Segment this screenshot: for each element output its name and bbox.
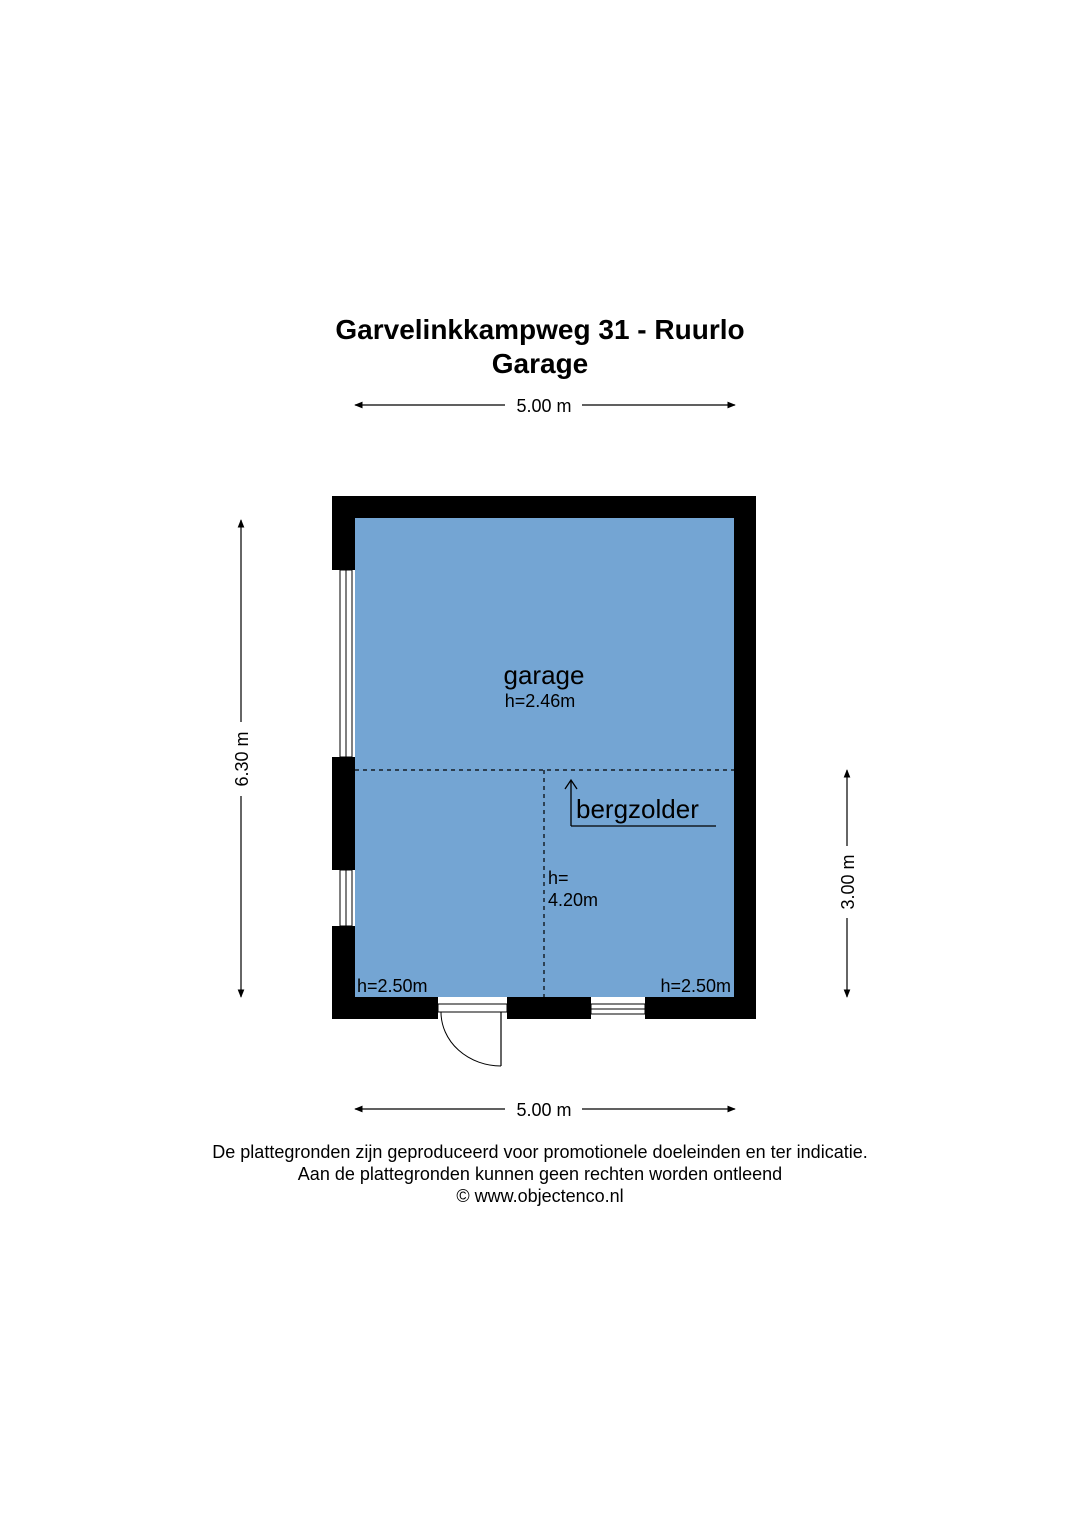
left-dimension — [232, 520, 252, 997]
window-left-lower — [340, 870, 352, 926]
loft-height-line2: 4.20m — [548, 890, 599, 910]
right-wall — [734, 496, 756, 1019]
disclaimer-line-1: De plattegronden zijn geproduceerd voor promotionele doeleinden en ter indicatie. — [212, 1142, 868, 1162]
left-wall-upper — [332, 496, 355, 570]
height-label-right: h=2.50m — [660, 976, 731, 996]
floor-title: Garage — [491, 348, 589, 379]
door — [438, 1004, 507, 1066]
bottom-dimension — [355, 1100, 735, 1120]
window-left-upper — [340, 570, 352, 757]
copyright-line: © www.objectenco.nl — [456, 1186, 624, 1206]
top-width-label: 5.00 m — [516, 396, 572, 416]
room-name-garage: garage — [503, 660, 585, 690]
top-dimension — [355, 396, 735, 416]
loft-height-line1: h= — [548, 868, 569, 888]
room-height-garage: h=2.46m — [504, 691, 576, 711]
right-dimension — [838, 770, 858, 997]
room-name-loft: bergzolder — [576, 794, 699, 824]
bottom-wall-middle — [507, 997, 591, 1019]
window-bottom — [591, 1004, 645, 1014]
right-height-label: 3.00 m — [838, 854, 858, 910]
bottom-wall-right — [645, 997, 756, 1019]
height-label-left: h=2.50m — [357, 976, 428, 996]
bottom-wall-left — [332, 997, 438, 1019]
plan-title: Garvelinkkampweg 31 - Ruurlo — [335, 314, 745, 345]
disclaimer-line-2: Aan de plattegronden kunnen geen rechten worden ontleend — [297, 1164, 783, 1184]
left-wall-middle — [332, 757, 355, 870]
bottom-width-label: 5.00 m — [516, 1100, 572, 1120]
top-wall — [332, 496, 756, 518]
left-height-label: 6.30 m — [232, 731, 252, 787]
